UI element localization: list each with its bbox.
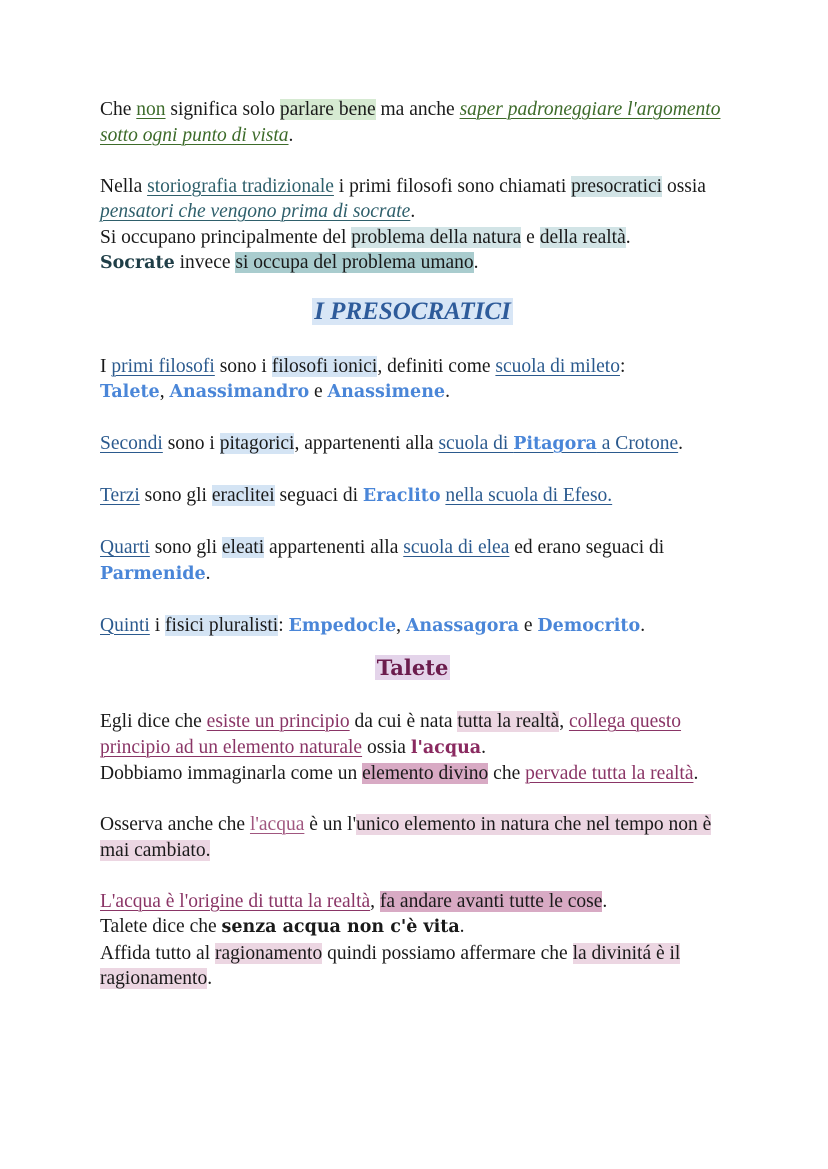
- paragraph-osserva: [100, 812, 725, 863]
- philosopher-name: Pitagora: [513, 434, 597, 454]
- paragraph-quinti: [100, 613, 725, 640]
- bold-text: Socrate: [100, 253, 175, 273]
- text: a Crotone: [596, 433, 679, 454]
- text: Nella: [100, 175, 148, 197]
- text: Che: [100, 99, 137, 120]
- text: Egli dice che: [100, 711, 207, 732]
- text: ,: [370, 890, 380, 912]
- highlighted-text: elemento divino: [362, 763, 489, 784]
- paragraph-storiografia: [100, 174, 725, 225]
- heading-talete: [375, 655, 451, 681]
- text: .: [459, 916, 465, 937]
- text: significa solo: [165, 99, 280, 120]
- text: .: [445, 381, 450, 402]
- paragraph-primi: [100, 354, 725, 406]
- text: Talete dice che: [100, 916, 222, 937]
- text: e: [309, 381, 328, 402]
- underlined-text: Quarti: [100, 537, 150, 558]
- text: ossia: [662, 175, 706, 197]
- underlined-text: Quinti: [100, 614, 150, 636]
- text: sono i: [214, 355, 272, 377]
- text: .: [640, 614, 646, 636]
- text: ,: [396, 614, 406, 636]
- text: Affida tutto al: [100, 942, 215, 964]
- philosopher-name: Empedocle: [288, 615, 397, 636]
- text: , definiti come: [377, 355, 496, 377]
- philosopher-name: Eraclito: [362, 486, 441, 506]
- text: I: [100, 355, 112, 377]
- text: .: [473, 252, 479, 273]
- text: :: [278, 614, 289, 636]
- highlighted-text: ragionamento: [215, 942, 323, 964]
- bold-text: senza acqua non c'è vita: [221, 917, 460, 937]
- text: appartenenti alla: [264, 537, 404, 558]
- underlined-text: esiste un principio: [206, 711, 350, 732]
- underlined-text: Terzi: [100, 485, 140, 506]
- underlined-text: l'acqua: [249, 814, 305, 835]
- highlighted-text: eleati: [221, 537, 265, 558]
- text: che: [488, 763, 526, 784]
- text: i: [149, 614, 166, 636]
- underlined-text: Secondi: [100, 433, 163, 454]
- document-page: [100, 97, 725, 992]
- underlined-text: scuola di elea: [403, 537, 510, 558]
- highlighted-text: pitagorici: [219, 433, 295, 454]
- text: scuola di: [438, 433, 514, 454]
- text: .: [481, 736, 487, 758]
- text: Si occupano principalmente del: [100, 226, 352, 248]
- underlined-text: [438, 433, 678, 454]
- philosopher-name: Democrito: [537, 615, 641, 636]
- highlighted-text: fisici pluralisti: [165, 614, 279, 636]
- underlined-text: primi filosofi: [111, 355, 215, 377]
- text: invece: [174, 252, 236, 273]
- heading-text: I PRESOCRATICI: [314, 298, 511, 326]
- underlined-text: non: [136, 99, 166, 120]
- text: quindi possiamo affermare che: [322, 942, 573, 964]
- text: sono i: [162, 433, 220, 454]
- underlined-text: collega questo principio ad un elemento naturale: [100, 711, 682, 758]
- underlined-text: pervade tutta la realtà: [525, 763, 694, 784]
- text: e: [519, 614, 538, 636]
- text: Dobbiamo immaginarla come un: [100, 763, 363, 784]
- text: .: [410, 201, 416, 222]
- text: .: [207, 968, 213, 989]
- text: ossia: [362, 736, 411, 758]
- paragraph-quarti: [100, 535, 725, 587]
- text: sono gli: [139, 485, 212, 506]
- text: e: [521, 226, 540, 248]
- highlighted-text: presocratici: [571, 175, 663, 197]
- text: :: [619, 355, 626, 377]
- highlighted-text: si occupa del problema umano: [235, 252, 474, 273]
- paragraph-secondi: [100, 431, 725, 458]
- philosopher-name: Anassimandro: [169, 382, 310, 402]
- paragraph-ragionamento: [100, 941, 725, 992]
- text: .: [625, 226, 631, 248]
- text: è un l': [304, 814, 357, 835]
- paragraph-principio: [100, 709, 725, 761]
- paragraph-socrate: [100, 250, 725, 277]
- paragraph-intro: [100, 97, 725, 148]
- paragraph-origine: [100, 889, 725, 915]
- text: Osserva anche che: [100, 814, 250, 835]
- highlighted-text: della realtà: [539, 226, 626, 248]
- text: .: [678, 433, 684, 454]
- highlighted-text: la divinitá è il ragionamento: [100, 942, 681, 989]
- highlighted-text: fa andare avanti tutte le cose: [379, 890, 603, 912]
- heading-presocratici: [312, 299, 513, 325]
- underlined-text: nella scuola di Efeso.: [445, 485, 613, 506]
- philosopher-name: Parmenide: [100, 563, 206, 584]
- text: .: [288, 124, 294, 146]
- highlighted-text: problema della natura: [351, 226, 522, 248]
- paragraph-terzi: [100, 483, 725, 510]
- text: .: [205, 562, 211, 584]
- text: ed erano seguaci di: [509, 537, 665, 558]
- text: ,: [159, 381, 170, 402]
- underlined-text: scuola di mileto: [495, 355, 620, 377]
- text: ma anche: [375, 99, 460, 120]
- highlighted-text: unico elemento in natura che nel tempo non è mai cambiato.: [100, 814, 712, 861]
- bold-text: l'acqua: [410, 737, 482, 758]
- text: da cui è nata: [349, 711, 458, 732]
- text: .: [602, 890, 608, 912]
- text: , appartenenti alla: [294, 433, 439, 454]
- text: seguaci di: [274, 485, 363, 506]
- philosopher-name: Anassimene: [327, 382, 446, 402]
- underlined-text: storiografia tradizionale: [147, 175, 334, 197]
- highlighted-text: parlare bene: [279, 99, 376, 120]
- philosopher-name: Anassagora: [405, 615, 519, 636]
- underlined-text: L'acqua è l'origine di tutta la realtà: [100, 890, 371, 912]
- paragraph-vita: [100, 914, 725, 941]
- text: ,: [559, 711, 569, 732]
- paragraph-divino: [100, 761, 725, 787]
- paragraph-occupano: [100, 225, 725, 251]
- underlined-italic-text: pensatori che vengono prima di socrate: [100, 201, 411, 222]
- heading-text: Talete: [376, 655, 449, 681]
- highlighted-text: eraclitei: [211, 485, 275, 506]
- highlighted-text: filosofi ionici: [271, 355, 378, 377]
- text: .: [693, 763, 699, 784]
- text: i primi filosofi sono chiamati: [333, 175, 572, 197]
- philosopher-name: Talete: [100, 382, 160, 402]
- text: sono gli: [149, 537, 222, 558]
- highlighted-text: tutta la realtà: [457, 711, 560, 732]
- underlined-italic-text: saper padroneggiare l'argomento sotto ogni punto di vista: [100, 99, 721, 146]
